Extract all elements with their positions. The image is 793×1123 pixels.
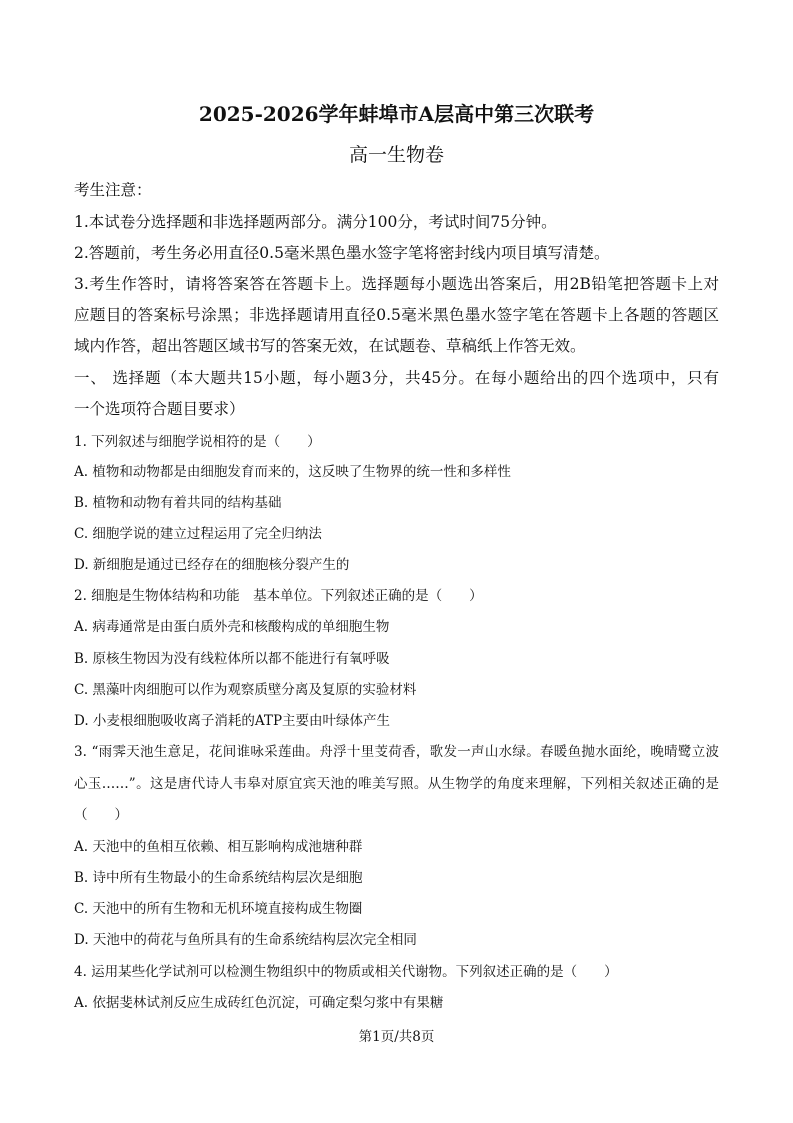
- question-3-stem-line-1: 3. “雨霁天池生意足，花间谁咏采莲曲。舟浮十里芰荷香，歌发一声山水绿。春暖鱼抛水面纶，晚晴鹭立波: [74, 744, 719, 760]
- section-heading-line-2: 一个选项符合题目要求）: [74, 400, 245, 418]
- notice-item-2: 2.答题前，考生务必用直径0.5毫米黑色墨水签字笔将密封线内项目填写清楚。: [74, 244, 610, 262]
- notice-item-3-line-3: 域内作答，超出答题区域书写的答案无效，在试题卷、草稿纸上作答无效。: [74, 337, 586, 355]
- question-1-stem: 1. 下列叙述与细胞学说相符的是（ ）: [74, 434, 321, 450]
- question-3-stem-line-3: （ ）: [74, 807, 128, 823]
- question-2-option-a: A. 病毒通常是由蛋白质外壳和核酸构成的单细胞生物: [74, 619, 390, 635]
- section-heading-line-1: 一、 选择题（本大题共15小题，每小题3分，共45分。在每小题给出的四个选项中，只有: [74, 369, 719, 387]
- notice-item-3-line-1: 3.考生作答时，请将答案答在答题卡上。选择题每小题选出答案后，用2B铅笔把答题卡上对: [74, 275, 719, 293]
- question-1-option-a: A. 植物和动物都是由细胞发育而来的，这反映了生物界的统一性和多样性: [74, 464, 511, 480]
- question-4-stem: 4. 运用某些化学试剂可以检测生物组织中的物质或相关代谢物。下列叙述正确的是（ ）: [74, 964, 618, 980]
- notice-item-1: 1.本试卷分选择题和非选择题两部分。满分100分，考试时间75分钟。: [74, 213, 557, 231]
- question-3-option-c: C. 天池中的所有生物和无机环境直接构成生物圈: [74, 901, 363, 917]
- question-2-option-b: B. 原核生物因为没有线粒体所以都不能进行有氧呼吸: [74, 651, 390, 667]
- question-1-option-d: D. 新细胞是通过已经存在的细胞核分裂产生的: [74, 557, 350, 573]
- question-2-option-d: D. 小麦根细胞吸收离子消耗的ATP主要由叶绿体产生: [74, 713, 391, 729]
- notice-item-3-line-2: 应题目的答案标号涂黑；非选择题请用直径0.5毫米黑色墨水签字笔在答题卡上各题的答题区: [74, 306, 719, 324]
- page-number: 第1页/共8页: [358, 1029, 435, 1045]
- question-4-option-a: A. 依据斐林试剂反应生成砖红色沉淀，可确定梨匀浆中有果糖: [74, 995, 444, 1011]
- question-2-stem: 2. 细胞是生物体结构和功能 基本单位。下列叙述正确的是（ ）: [74, 588, 483, 604]
- exam-subtitle: 高一生物卷: [348, 144, 444, 166]
- question-1-option-c: C. 细胞学说的建立过程运用了完全归纳法: [74, 526, 322, 542]
- question-3-option-b: B. 诗中所有生物最小的生命系统结构层次是细胞: [74, 870, 363, 886]
- question-1-option-b: B. 植物和动物有着共同的结构基础: [74, 495, 282, 511]
- question-3-option-a: A. 天池中的鱼相互依赖、相互影响构成池塘种群: [74, 839, 363, 855]
- question-3-option-d: D. 天池中的荷花与鱼所具有的生命系统结构层次完全相同: [74, 932, 417, 948]
- exam-title: 2025-2026学年蚌埠市A层高中第三次联考: [198, 102, 595, 126]
- question-3-stem-line-2: 心玉……”。这是唐代诗人韦皋对原宜宾天池的唯美写照。从生物学的角度来理解，下列相关叙述正确的是: [74, 776, 719, 792]
- notice-heading: 考生注意：: [74, 181, 152, 199]
- question-2-option-c: C. 黑藻叶肉细胞可以作为观察质壁分离及复原的实验材料: [74, 682, 417, 698]
